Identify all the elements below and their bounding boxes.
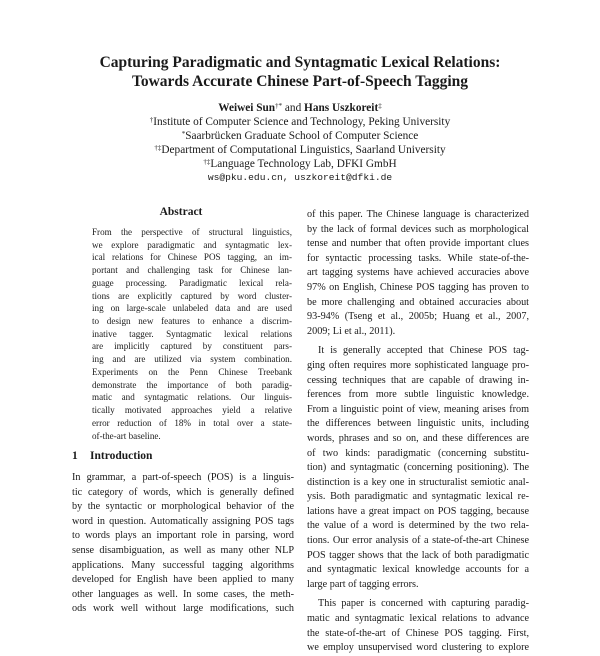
paragraph	[307, 344, 529, 592]
text-line: large part of tagging errors.	[307, 578, 419, 590]
text-line: the state-of-the-art of Chinese POS tagging. First,	[307, 627, 529, 639]
text-line: demonstrate the importance of both paradig-	[92, 379, 292, 390]
text-line: the differences between linguistic units, including	[307, 418, 529, 430]
text-line: for syntactic processing tasks. While state-of-the-	[307, 252, 529, 264]
text-line: tions. Our error analysis of a state-of-the-art Chinese	[307, 535, 529, 547]
affiliation-mark: *	[181, 130, 186, 138]
author-mark: ‡	[378, 102, 382, 110]
text-line: From a linguistic point of view, meaning arises from	[307, 403, 529, 415]
text-line: tense and number that often provide important clues	[307, 238, 529, 250]
text-line: we employ unsupervised word clustering to explore	[307, 642, 529, 654]
text-line: are implicitly captured by constituent pars-	[92, 341, 292, 352]
affiliation-text: Language Technology Lab, DFKI GmbH	[210, 158, 397, 170]
affiliation-text: Institute of Computer Science and Technology, Peking University	[153, 116, 451, 128]
text-line: From the perspective of structural linguistics,	[92, 227, 292, 237]
text-line: to design new features to enhance a discrim-	[92, 316, 292, 327]
text-line: 97% on English, Chinese POS tagging has proven to	[307, 281, 529, 293]
text-line: developed for English have been applied to many	[72, 574, 294, 586]
paragraph	[307, 208, 529, 339]
abstract-heading: Abstract	[159, 206, 203, 218]
section-number: 1	[72, 450, 78, 462]
affiliation	[0, 115, 600, 129]
text-line: and syntagmatic lexical knowledge accounts for a	[307, 564, 529, 576]
text-line: word in question. Automatically assigning POS tags	[72, 515, 294, 527]
affiliation-text: Department of Computational Linguistics, Saarland University	[161, 144, 446, 156]
text-line: distinction is a key one in structuralist semiotic anal-	[307, 476, 529, 488]
text-line: This paper is concerned with capturing paradig-	[318, 598, 529, 610]
text-line: to words plays an important role in parsing, word	[72, 530, 294, 542]
text-line: lations have a great impact on POS tagging, because	[307, 505, 529, 517]
text-line: words, phrases and so on, and these differences are	[307, 432, 529, 444]
affiliation	[0, 143, 600, 157]
affiliation-text: Saarbrücken Graduate School of Computer Science	[185, 130, 419, 142]
text-line: inative tagger. Syntagmatic lexical relations	[92, 328, 292, 339]
text-line: cessing techniques that are capable of drawing in-	[307, 374, 529, 386]
section-title: Introduction	[90, 450, 153, 462]
text-line: tically motivated approaches yield a relative	[92, 405, 292, 416]
text-line: 93-94% (Tseng et al., 2005b; Huang et al., 2007,	[307, 311, 529, 323]
affiliation-mark: †‡	[154, 144, 162, 152]
text-line: tions are explicitly captured by word cluster-	[92, 290, 292, 301]
text-line: ical relations for Chinese POS tagging, an im-	[92, 252, 292, 263]
author-conjunction: and	[284, 102, 302, 114]
affiliation-mark: †	[149, 116, 154, 124]
text-line: portant and challenging task for Chinese lan-	[92, 265, 292, 276]
text-line: guage processing. Paradigmatic lexical rela-	[92, 277, 292, 288]
section-heading	[72, 450, 152, 462]
abstract-body	[92, 226, 292, 442]
text-line: tic category of words, which is generally defined	[72, 486, 294, 498]
text-line: ing and are utilized via system combination.	[92, 354, 292, 365]
text-line: ysis. Both paradigmatic and syntagmatic lexical re-	[307, 491, 529, 503]
text-line: ods work well without large modifications, such	[72, 603, 294, 615]
text-line: we explore paradigmatic and syntagmatic lex-	[92, 239, 292, 250]
author-name: Hans Uszkoreit	[304, 102, 379, 114]
author-line	[0, 101, 600, 115]
text-line: It is generally accepted that Chinese POS tag-	[318, 345, 529, 357]
text-line: of two kinds: paradigmatic (concerning substitu-	[307, 447, 529, 459]
text-line: by the syntactic or morphological behavior of the	[72, 501, 294, 513]
paper-title-line-1: Capturing Paradigmatic and Syntagmatic Lexical Relations:	[99, 54, 501, 71]
text-line: the value of a word is determined by the two rela-	[307, 520, 529, 532]
text-line: of-the-art baseline.	[92, 430, 161, 441]
affiliation	[0, 129, 600, 143]
text-line: error reduction of 18% in total over a state-	[92, 417, 292, 428]
text-line: ging often requires more sophisticated language pro-	[307, 359, 529, 371]
text-line: sense disambiguation, as well as many other NLP	[72, 544, 294, 556]
affiliation-mark: †‡	[203, 158, 211, 166]
author-name: Weiwei Sun	[218, 102, 276, 114]
paragraph	[307, 597, 529, 655]
text-line: of this paper. The Chinese language is characterized	[307, 209, 529, 220]
introduction-text	[72, 471, 294, 617]
text-line: art tagging systems have achieved accuracies above	[307, 267, 529, 279]
right-column-text	[307, 208, 529, 656]
affiliation	[0, 157, 600, 171]
author-emails: ws@pku.edu.cn, uszkoreit@dfki.de	[207, 172, 393, 183]
text-line: tion) and syntagmatic (concerning positioning). The	[307, 462, 529, 474]
text-line: applications. Many successful tagging algorithms	[72, 559, 294, 571]
text-line: ferences from more subtle linguistic knowledge.	[307, 389, 529, 401]
text-line: 2009; Li et al., 2011).	[307, 325, 396, 337]
text-line: matic and syntagmatic lexical relations to advance	[307, 613, 529, 625]
text-line: be more challenging and obtained accuracies about	[307, 296, 529, 308]
text-line: matic and syntagmatic relations. Our linguis-	[92, 392, 292, 403]
text-line: POS tagger shows that the lack of both paradigmatic	[307, 549, 529, 561]
text-line: Experiments on the Penn Chinese Treebank	[92, 366, 292, 377]
text-line: other languages as well. In some cases, the meth-	[72, 588, 294, 600]
paper-title-line-2: Towards Accurate Chinese Part-of-Speech Tagging	[131, 73, 469, 90]
text-line: In grammar, a part-of-speech (POS) is a linguis-	[72, 472, 294, 483]
text-line: by the lack of formal devices such as morphological	[307, 223, 529, 235]
author-mark: †*	[275, 102, 283, 110]
text-line: ing on large-scale unlabeled data and are used	[92, 303, 292, 314]
